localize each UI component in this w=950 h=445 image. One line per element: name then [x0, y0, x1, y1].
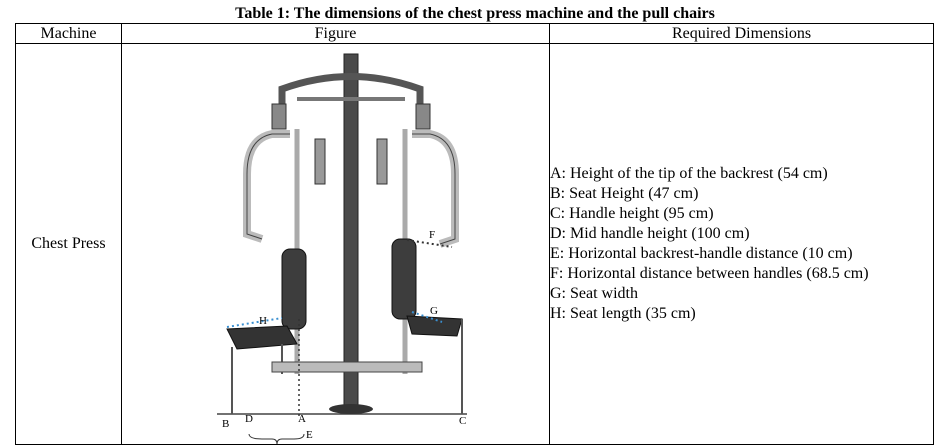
header-required-dimensions: Required Dimensions	[550, 24, 934, 44]
figure-cell	[122, 44, 550, 445]
label-a: A	[298, 413, 306, 425]
dimension-f: F: Horizontal distance between handles (68.5 cm)	[550, 265, 869, 282]
label-f: F	[429, 229, 436, 241]
dimension-b: B: Seat Height (47 cm)	[550, 185, 699, 202]
table-header-row	[16, 24, 934, 44]
chest-press-figure	[122, 44, 550, 444]
dimension-e: E: Horizontal backrest-handle distance (10 cm)	[550, 245, 853, 262]
label-g: G	[430, 305, 438, 317]
dimension-c: C: Handle height (95 cm)	[550, 205, 714, 222]
header-figure: Figure	[122, 24, 550, 44]
required-dimensions-cell	[550, 44, 934, 445]
table-caption: Table 1: The dimensions of the chest press machine and the pull chairs	[235, 5, 715, 22]
label-d: D	[245, 413, 253, 425]
dimension-d: D: Mid handle height (100 cm)	[550, 225, 750, 242]
dimension-g: G: Seat width	[550, 285, 638, 302]
label-e: E	[306, 429, 313, 441]
dimension-a: A: Height of the tip of the backrest (54 cm)	[550, 165, 828, 182]
dimensions-table	[15, 23, 934, 445]
header-machine: Machine	[16, 24, 122, 44]
table-row	[16, 44, 934, 445]
dimension-h: H: Seat length (35 cm)	[550, 305, 696, 322]
machine-name: Chest Press	[16, 44, 122, 445]
label-h: H	[259, 315, 267, 327]
label-b: B	[222, 418, 230, 430]
label-c: C	[459, 415, 467, 427]
